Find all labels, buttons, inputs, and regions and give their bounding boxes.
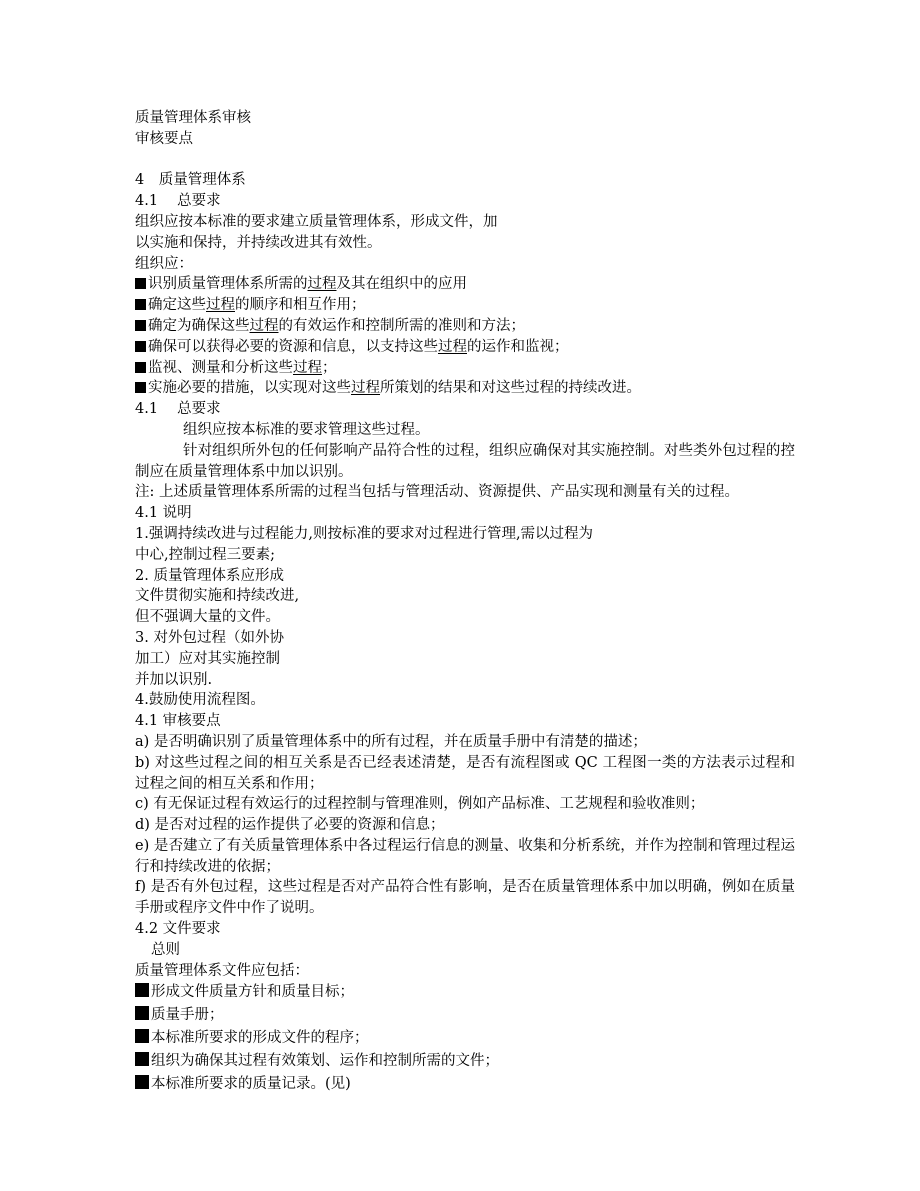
requirement-line-1: 组织应按本标准的要求建立质量管理体系，形成文件，加 xyxy=(135,213,498,230)
general-heading: 总则 xyxy=(151,941,180,958)
square-bullet-icon xyxy=(135,278,146,289)
explanation-heading: 4.1 说明 xyxy=(135,505,192,522)
explanation-line: 并加以识别. xyxy=(135,671,213,688)
manage-processes-text: 组织应按本标准的要求管理这些过程。 xyxy=(183,421,430,438)
documentation-intro: 质量管理体系文件应包括： xyxy=(135,962,309,979)
explanation-line: 但不强调大量的文件。 xyxy=(135,609,280,626)
square-bullet-icon xyxy=(135,341,146,352)
document-title: 质量管理体系审核 xyxy=(135,110,251,126)
audit-item: f) 是否有外包过程，这些过程是否对产品符合性有影响，是否在质量管理体系中加以明确，例如在质量手册或程序文件中作了说明。 xyxy=(135,879,795,917)
square-bullet-icon xyxy=(135,382,146,393)
square-bullet-icon xyxy=(135,1075,149,1089)
doc-bullet-item: 形成文件质量方针和质量目标； xyxy=(135,981,795,1004)
outsource-control-paragraph: 针对组织所外包的任何影响产品符合性的过程，组织应确保对其实施控制。对些类外包过程的控制应在质量管理体系中加以识别。 xyxy=(135,442,795,480)
section-4-heading: 4 质量管理体系 xyxy=(135,172,246,189)
doc-bullet-item: 本标准所要求的质量记录。(见) xyxy=(135,1073,795,1096)
square-bullet-icon xyxy=(135,983,149,997)
bullet-item: 识别质量管理体系所需的过程及其在组织中的应用 xyxy=(135,274,795,295)
document-subtitle: 审核要点 xyxy=(135,130,193,147)
explanation-line: 3. 对外包过程（如外协 xyxy=(135,629,284,646)
section-4-1-heading: 4.1 总要求 xyxy=(135,193,221,210)
audit-item: d) 是否对过程的运作提供了必要的资源和信息； xyxy=(135,817,445,834)
square-bullet-icon xyxy=(135,1006,149,1020)
section-4-1-repeat-heading: 4.1 总要求 xyxy=(135,401,221,418)
bullet-item: 确定为确保这些过程的有效运作和控制所需的准则和方法； xyxy=(135,316,795,337)
audit-item: b) 对这些过程之间的相互关系是否已经表述清楚，是否有流程图或 QC 工程图一类的方法表示过程和过程之间的相互关系和作用； xyxy=(135,754,795,792)
bullet-item: 监视、测量和分析这些过程； xyxy=(135,358,795,379)
doc-bullet-item: 质量手册； xyxy=(135,1004,795,1027)
explanation-line: 1.强调持续改进与过程能力,则按标准的要求对过程进行管理,需以过程为 xyxy=(135,525,594,542)
square-bullet-icon xyxy=(135,299,146,310)
organization-should-label: 组织应： xyxy=(135,255,193,272)
square-bullet-icon xyxy=(135,362,146,373)
explanation-line: 文件贯彻实施和持续改进, xyxy=(135,588,300,605)
document-page xyxy=(135,108,795,1096)
explanation-line: 加工）应对其实施控制 xyxy=(135,650,280,667)
explanation-line: 4.鼓励使用流程图。 xyxy=(135,692,265,709)
requirement-line-2: 以实施和保持，并持续改进其有效性。 xyxy=(135,234,382,251)
explanation-line: 2. 质量管理体系应形成 xyxy=(135,567,284,584)
bullet-item: 实施必要的措施，以实现对这些过程所策划的结果和对这些过程的持续改进。 xyxy=(135,378,795,399)
square-bullet-icon xyxy=(135,1052,149,1066)
audit-points-heading: 4.1 审核要点 xyxy=(135,713,221,730)
doc-bullet-item: 本标准所要求的形成文件的程序； xyxy=(135,1027,795,1050)
square-bullet-icon xyxy=(135,1029,149,1043)
doc-bullet-item: 组织为确保其过程有效策划、运作和控制所需的文件； xyxy=(135,1050,795,1073)
audit-item: a) 是否明确识别了质量管理体系中的所有过程，并在质量手册中有清楚的描述； xyxy=(135,733,647,750)
explanation-line: 中心,控制过程三要素; xyxy=(135,546,275,563)
audit-item: c) 有无保证过程有效运行的过程控制与管理准则，例如产品标准、工艺规程和验收准则； xyxy=(135,796,705,813)
square-bullet-icon xyxy=(135,320,146,331)
audit-item: e) 是否建立了有关质量管理体系中各过程运行信息的测量、收集和分析系统，并作为控制和管理过程运行和持续改进的依据； xyxy=(135,837,795,875)
blank-line xyxy=(135,150,795,171)
note-text: 注: 上述质量管理体系所需的过程当包括与管理活动、资源提供、产品实现和测量有关的过程。 xyxy=(135,484,739,501)
bullet-item: 确保可以获得必要的资源和信息，以支持这些过程的运作和监视； xyxy=(135,337,795,358)
bullet-item: 确定这些过程的顺序和相互作用； xyxy=(135,295,795,316)
section-4-2-heading: 4.2 文件要求 xyxy=(135,921,221,938)
